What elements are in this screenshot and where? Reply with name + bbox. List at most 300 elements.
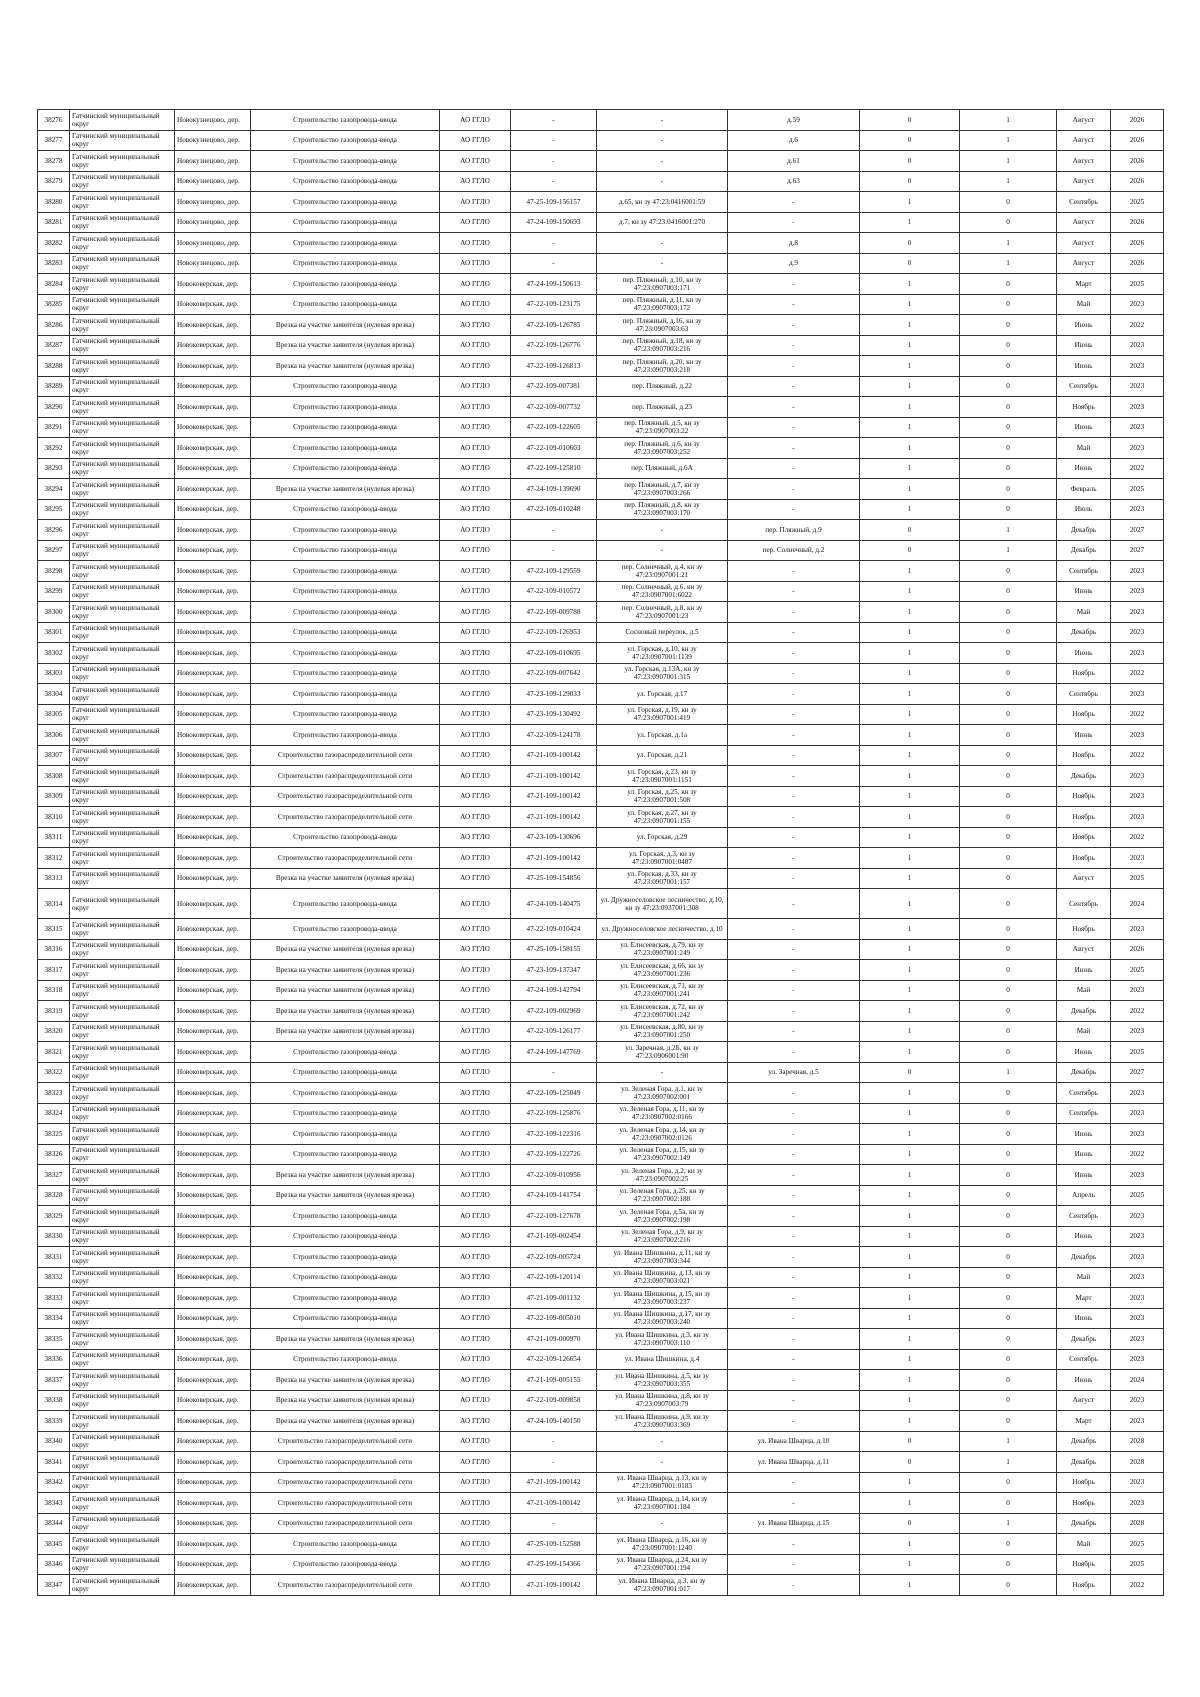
- organization-cell: АО ГГЛО: [440, 253, 511, 274]
- table-row: [38, 960, 1164, 981]
- month-cell: Май: [1057, 602, 1111, 623]
- work-type-cell: Строительство газопровода-ввода: [251, 704, 440, 725]
- year-cell: 2023: [1111, 499, 1164, 520]
- organization-cell: АО ГГЛО: [440, 1226, 511, 1247]
- row-number-cell: 38321: [38, 1042, 70, 1063]
- count-b-cell: 0: [960, 1144, 1057, 1165]
- settlement-cell: Новоковерская, дер.: [175, 1042, 251, 1063]
- month-cell: Ноябрь: [1057, 397, 1111, 418]
- year-cell: 2025: [1111, 868, 1164, 889]
- district-cell: Гатчинский муниципальный округ: [70, 417, 175, 438]
- row-number-cell: 38288: [38, 356, 70, 377]
- planned-address-cell: пер. Пляжный, д.9: [728, 520, 860, 541]
- row-number-cell: 38337: [38, 1370, 70, 1391]
- count-a-cell: 0: [860, 1062, 960, 1083]
- application-number-cell: 47-22-109-126785: [511, 315, 597, 336]
- work-type-cell: Строительство газопровода-ввода: [251, 622, 440, 643]
- row-number-cell: 38315: [38, 919, 70, 940]
- planned-address-cell: -: [728, 960, 860, 981]
- month-cell: Июль: [1057, 499, 1111, 520]
- table-row: [38, 212, 1164, 233]
- row-number-cell: 38279: [38, 171, 70, 192]
- row-number-cell: 38328: [38, 1185, 70, 1206]
- application-number-cell: 47-25-109-154856: [511, 868, 597, 889]
- table-row: [38, 1411, 1164, 1432]
- planned-address-cell: -: [728, 479, 860, 500]
- work-type-cell: Врезка на участке заявителя (нулевая врезка): [251, 1185, 440, 1206]
- settlement-cell: Новоковерская, дер.: [175, 960, 251, 981]
- work-type-cell: Строительство газопровода-ввода: [251, 684, 440, 705]
- work-type-cell: Строительство газораспределительной сети: [251, 745, 440, 766]
- table-row: [38, 1554, 1164, 1575]
- work-type-cell: Строительство газопровода-ввода: [251, 1062, 440, 1083]
- organization-cell: АО ГГЛО: [440, 1042, 511, 1063]
- application-number-cell: 47-22-109-010603: [511, 438, 597, 459]
- settlement-cell: Новоковерская, дер.: [175, 1431, 251, 1452]
- address-cadastral-cell: ул. Ивана Шварца, д.13, кн зу 47:23:0907001:0183: [597, 1472, 728, 1493]
- address-cadastral-cell: ул. Ивана Шишкина, д.3, кн зу 47:23:0907003:110: [597, 1329, 728, 1350]
- table-row: [38, 919, 1164, 940]
- settlement-cell: Новоковерская, дер.: [175, 1103, 251, 1124]
- organization-cell: АО ГГЛО: [440, 110, 511, 131]
- month-cell: Ноябрь: [1057, 663, 1111, 684]
- table-row: [38, 1165, 1164, 1186]
- district-cell: Гатчинский муниципальный округ: [70, 1185, 175, 1206]
- settlement-cell: Новокузнецово, дер.: [175, 192, 251, 213]
- organization-cell: АО ГГЛО: [440, 479, 511, 500]
- planned-address-cell: -: [728, 438, 860, 459]
- year-cell: 2023: [1111, 1206, 1164, 1227]
- count-b-cell: 0: [960, 704, 1057, 725]
- organization-cell: АО ГГЛО: [440, 1411, 511, 1432]
- address-cadastral-cell: ул. Дружноселовское лесничество, д.10: [597, 919, 728, 940]
- table-row: [38, 1144, 1164, 1165]
- year-cell: 2028: [1111, 1452, 1164, 1473]
- district-cell: Гатчинский муниципальный округ: [70, 171, 175, 192]
- address-cadastral-cell: ул. Ивана Шишкина, д.11, кн зу 47:23:0907003:344: [597, 1247, 728, 1268]
- planned-address-cell: ул. Ивана Шварца, д.15: [728, 1513, 860, 1534]
- year-cell: 2023: [1111, 1083, 1164, 1104]
- planned-address-cell: -: [728, 725, 860, 746]
- application-number-cell: 47-22-109-125049: [511, 1083, 597, 1104]
- month-cell: Ноябрь: [1057, 807, 1111, 828]
- row-number-cell: 38280: [38, 192, 70, 213]
- count-b-cell: 1: [960, 130, 1057, 151]
- district-cell: Гатчинский муниципальный округ: [70, 1534, 175, 1555]
- district-cell: Гатчинский муниципальный округ: [70, 1493, 175, 1514]
- settlement-cell: Новоковерская, дер.: [175, 643, 251, 664]
- planned-address-cell: ул. Заречная, д.5: [728, 1062, 860, 1083]
- work-type-cell: Строительство газопровода-ввода: [251, 1206, 440, 1227]
- settlement-cell: Новоковерская, дер.: [175, 827, 251, 848]
- work-type-cell: Строительство газопровода-ввода: [251, 1124, 440, 1145]
- month-cell: Август: [1057, 233, 1111, 254]
- address-cadastral-cell: д.65, кн зу 47:23:0416001:59: [597, 192, 728, 213]
- count-a-cell: 0: [860, 253, 960, 274]
- table-row: [38, 745, 1164, 766]
- application-number-cell: 47-23-109-130696: [511, 827, 597, 848]
- row-number-cell: 38284: [38, 274, 70, 295]
- count-b-cell: 0: [960, 602, 1057, 623]
- count-b-cell: 0: [960, 335, 1057, 356]
- address-cadastral-cell: пер. Пляжный, д.6А: [597, 458, 728, 479]
- table-row: [38, 848, 1164, 869]
- address-cadastral-cell: пер. Пляжный, д.5, кн зу 47:23:0907003:22: [597, 417, 728, 438]
- organization-cell: АО ГГЛО: [440, 520, 511, 541]
- row-number-cell: 38336: [38, 1349, 70, 1370]
- settlement-cell: Новоковерская, дер.: [175, 581, 251, 602]
- organization-cell: АО ГГЛО: [440, 1349, 511, 1370]
- settlement-cell: Новоковерская, дер.: [175, 540, 251, 561]
- count-b-cell: 1: [960, 1062, 1057, 1083]
- settlement-cell: Новоковерская, дер.: [175, 919, 251, 940]
- address-cadastral-cell: пер. Пляжный, д.20, кн зу 47:23:0907003:218: [597, 356, 728, 377]
- district-cell: Гатчинский муниципальный округ: [70, 520, 175, 541]
- district-cell: Гатчинский муниципальный округ: [70, 980, 175, 1001]
- year-cell: 2023: [1111, 1226, 1164, 1247]
- count-a-cell: 1: [860, 980, 960, 1001]
- month-cell: Февраль: [1057, 479, 1111, 500]
- table-row: [38, 171, 1164, 192]
- planned-address-cell: -: [728, 335, 860, 356]
- month-cell: Май: [1057, 980, 1111, 1001]
- count-b-cell: 0: [960, 1370, 1057, 1391]
- table-row: [38, 1431, 1164, 1452]
- address-cadastral-cell: пер. Пляжный, д.18, кн зу 47:23:0907003:216: [597, 335, 728, 356]
- table-row: [38, 1124, 1164, 1145]
- row-number-cell: 38309: [38, 786, 70, 807]
- row-number-cell: 38335: [38, 1329, 70, 1350]
- district-cell: Гатчинский муниципальный округ: [70, 1329, 175, 1350]
- settlement-cell: Новоковерская, дер.: [175, 1062, 251, 1083]
- application-number-cell: -: [511, 520, 597, 541]
- district-cell: Гатчинский муниципальный округ: [70, 1021, 175, 1042]
- address-cadastral-cell: -: [597, 151, 728, 172]
- planned-address-cell: -: [728, 376, 860, 397]
- year-cell: 2023: [1111, 919, 1164, 940]
- application-number-cell: -: [511, 1062, 597, 1083]
- count-b-cell: 0: [960, 1329, 1057, 1350]
- row-number-cell: 38299: [38, 581, 70, 602]
- district-cell: Гатчинский муниципальный округ: [70, 919, 175, 940]
- work-type-cell: Строительство газопровода-ввода: [251, 1534, 440, 1555]
- row-number-cell: 38327: [38, 1165, 70, 1186]
- table-row: [38, 151, 1164, 172]
- work-type-cell: Строительство газопровода-ввода: [251, 1349, 440, 1370]
- row-number-cell: 38344: [38, 1513, 70, 1534]
- address-cadastral-cell: ул. Заречная, д.2Б, кн зу 47:23:0906001:90: [597, 1042, 728, 1063]
- work-type-cell: Врезка на участке заявителя (нулевая врезка): [251, 356, 440, 377]
- planned-address-cell: -: [728, 274, 860, 295]
- application-number-cell: -: [511, 130, 597, 151]
- application-number-cell: 47-22-109-007642: [511, 663, 597, 684]
- count-a-cell: 1: [860, 704, 960, 725]
- count-a-cell: 1: [860, 1288, 960, 1309]
- month-cell: Июнь: [1057, 725, 1111, 746]
- row-number-cell: 38338: [38, 1390, 70, 1411]
- year-cell: 2023: [1111, 1267, 1164, 1288]
- row-number-cell: 38323: [38, 1083, 70, 1104]
- planned-address-cell: -: [728, 458, 860, 479]
- count-a-cell: 1: [860, 376, 960, 397]
- year-cell: 2023: [1111, 417, 1164, 438]
- count-b-cell: 1: [960, 1431, 1057, 1452]
- address-cadastral-cell: ул. Горская, д.21: [597, 745, 728, 766]
- count-a-cell: 1: [860, 1083, 960, 1104]
- application-number-cell: 47-22-109-126953: [511, 622, 597, 643]
- row-number-cell: 38283: [38, 253, 70, 274]
- planned-address-cell: д.9: [728, 253, 860, 274]
- month-cell: Декабрь: [1057, 766, 1111, 787]
- year-cell: 2022: [1111, 1144, 1164, 1165]
- district-cell: Гатчинский муниципальный округ: [70, 1472, 175, 1493]
- month-cell: Сентябрь: [1057, 192, 1111, 213]
- count-b-cell: 1: [960, 1452, 1057, 1473]
- count-b-cell: 0: [960, 581, 1057, 602]
- count-a-cell: 1: [860, 889, 960, 919]
- count-b-cell: 0: [960, 561, 1057, 582]
- table-row: [38, 868, 1164, 889]
- application-number-cell: 47-21-109-002454: [511, 1226, 597, 1247]
- row-number-cell: 38340: [38, 1431, 70, 1452]
- application-number-cell: 47-22-109-123175: [511, 294, 597, 315]
- row-number-cell: 38303: [38, 663, 70, 684]
- address-cadastral-cell: ул. Горская, д.29: [597, 827, 728, 848]
- planned-address-cell: -: [728, 1554, 860, 1575]
- planned-address-cell: -: [728, 1144, 860, 1165]
- address-cadastral-cell: пер. Пляжный, д.16, кн зу 47:23:0907003:63: [597, 315, 728, 336]
- settlement-cell: Новоковерская, дер.: [175, 980, 251, 1001]
- settlement-cell: Новоковерская, дер.: [175, 1165, 251, 1186]
- year-cell: 2022: [1111, 1575, 1164, 1596]
- settlement-cell: Новокузнецово, дер.: [175, 130, 251, 151]
- count-a-cell: 1: [860, 868, 960, 889]
- application-number-cell: 47-22-109-126813: [511, 356, 597, 377]
- district-cell: Гатчинский муниципальный округ: [70, 561, 175, 582]
- count-b-cell: 0: [960, 417, 1057, 438]
- count-b-cell: 0: [960, 212, 1057, 233]
- application-number-cell: -: [511, 151, 597, 172]
- district-cell: Гатчинский муниципальный округ: [70, 1513, 175, 1534]
- address-cadastral-cell: ул. Горская, д.17: [597, 684, 728, 705]
- table-row: [38, 643, 1164, 664]
- row-number-cell: 38346: [38, 1554, 70, 1575]
- work-type-cell: Строительство газопровода-ввода: [251, 171, 440, 192]
- organization-cell: АО ГГЛО: [440, 766, 511, 787]
- month-cell: Март: [1057, 1411, 1111, 1432]
- month-cell: Декабрь: [1057, 1001, 1111, 1022]
- district-cell: Гатчинский муниципальный округ: [70, 315, 175, 336]
- year-cell: 2023: [1111, 397, 1164, 418]
- table-row: [38, 786, 1164, 807]
- settlement-cell: Новоковерская, дер.: [175, 1575, 251, 1596]
- organization-cell: АО ГГЛО: [440, 1554, 511, 1575]
- address-cadastral-cell: пер. Пляжный, д.23: [597, 397, 728, 418]
- settlement-cell: Новокузнецово, дер.: [175, 151, 251, 172]
- gasification-schedule-table: [37, 109, 1164, 1596]
- planned-address-cell: -: [728, 1247, 860, 1268]
- settlement-cell: Новоковерская, дер.: [175, 1001, 251, 1022]
- month-cell: Сентябрь: [1057, 561, 1111, 582]
- organization-cell: АО ГГЛО: [440, 233, 511, 254]
- address-cadastral-cell: ул. Елисеевская, д.71, кн зу 47:23:0907001:241: [597, 980, 728, 1001]
- settlement-cell: Новоковерская, дер.: [175, 294, 251, 315]
- organization-cell: АО ГГЛО: [440, 212, 511, 233]
- row-number-cell: 38298: [38, 561, 70, 582]
- row-number-cell: 38302: [38, 643, 70, 664]
- year-cell: 2023: [1111, 561, 1164, 582]
- address-cadastral-cell: пер. Солнечный, д.8, кн зу 47:23:0907001:23: [597, 602, 728, 623]
- application-number-cell: 47-22-109-129559: [511, 561, 597, 582]
- application-number-cell: 47-21-109-100142: [511, 1472, 597, 1493]
- work-type-cell: Строительство газопровода-ввода: [251, 438, 440, 459]
- planned-address-cell: -: [728, 622, 860, 643]
- district-cell: Гатчинский муниципальный округ: [70, 581, 175, 602]
- settlement-cell: Новоковерская, дер.: [175, 1083, 251, 1104]
- row-number-cell: 38289: [38, 376, 70, 397]
- count-a-cell: 1: [860, 1103, 960, 1124]
- settlement-cell: Новоковерская, дер.: [175, 274, 251, 295]
- organization-cell: АО ГГЛО: [440, 561, 511, 582]
- address-cadastral-cell: ул. Горская, д.19, кн зу 47:23:0907001:419: [597, 704, 728, 725]
- row-number-cell: 38332: [38, 1267, 70, 1288]
- planned-address-cell: -: [728, 1021, 860, 1042]
- work-type-cell: Строительство газопровода-ввода: [251, 499, 440, 520]
- count-b-cell: 1: [960, 171, 1057, 192]
- month-cell: Ноябрь: [1057, 704, 1111, 725]
- work-type-cell: Строительство газопровода-ввода: [251, 1308, 440, 1329]
- month-cell: Август: [1057, 130, 1111, 151]
- organization-cell: АО ГГЛО: [440, 1124, 511, 1145]
- organization-cell: АО ГГЛО: [440, 581, 511, 602]
- month-cell: Ноябрь: [1057, 827, 1111, 848]
- work-type-cell: Врезка на участке заявителя (нулевая врезка): [251, 1001, 440, 1022]
- work-type-cell: Строительство газопровода-ввода: [251, 212, 440, 233]
- settlement-cell: Новоковерская, дер.: [175, 848, 251, 869]
- organization-cell: АО ГГЛО: [440, 1083, 511, 1104]
- year-cell: 2025: [1111, 1554, 1164, 1575]
- organization-cell: АО ГГЛО: [440, 622, 511, 643]
- district-cell: Гатчинский муниципальный округ: [70, 1390, 175, 1411]
- count-a-cell: 1: [860, 602, 960, 623]
- count-a-cell: 0: [860, 1452, 960, 1473]
- count-a-cell: 1: [860, 1472, 960, 1493]
- year-cell: 2023: [1111, 1165, 1164, 1186]
- district-cell: Гатчинский муниципальный округ: [70, 438, 175, 459]
- row-number-cell: 38292: [38, 438, 70, 459]
- year-cell: 2026: [1111, 151, 1164, 172]
- settlement-cell: Новоковерская, дер.: [175, 1124, 251, 1145]
- table-row: [38, 766, 1164, 787]
- work-type-cell: Врезка на участке заявителя (нулевая врезка): [251, 1370, 440, 1391]
- planned-address-cell: -: [728, 212, 860, 233]
- count-b-cell: 0: [960, 1288, 1057, 1309]
- year-cell: 2026: [1111, 253, 1164, 274]
- table-row: [38, 130, 1164, 151]
- settlement-cell: Новоковерская, дер.: [175, 663, 251, 684]
- count-a-cell: 1: [860, 1554, 960, 1575]
- count-b-cell: 0: [960, 1021, 1057, 1042]
- table-row: [38, 1042, 1164, 1063]
- district-cell: Гатчинский муниципальный округ: [70, 1308, 175, 1329]
- settlement-cell: Новокузнецово, дер.: [175, 212, 251, 233]
- settlement-cell: Новоковерская, дер.: [175, 1021, 251, 1042]
- application-number-cell: -: [511, 253, 597, 274]
- count-a-cell: 0: [860, 233, 960, 254]
- row-number-cell: 38342: [38, 1472, 70, 1493]
- address-cadastral-cell: ул. Ивана Шишкина, д.4: [597, 1349, 728, 1370]
- district-cell: Гатчинский муниципальный округ: [70, 294, 175, 315]
- organization-cell: АО ГГЛО: [440, 1103, 511, 1124]
- month-cell: Июнь: [1057, 1124, 1111, 1145]
- application-number-cell: 47-21-109-001132: [511, 1288, 597, 1309]
- row-number-cell: 38295: [38, 499, 70, 520]
- application-number-cell: 47-22-109-002969: [511, 1001, 597, 1022]
- row-number-cell: 38297: [38, 540, 70, 561]
- table-row: [38, 622, 1164, 643]
- year-cell: 2027: [1111, 520, 1164, 541]
- district-cell: Гатчинский муниципальный округ: [70, 1452, 175, 1473]
- count-b-cell: 0: [960, 766, 1057, 787]
- year-cell: 2023: [1111, 438, 1164, 459]
- month-cell: Май: [1057, 1021, 1111, 1042]
- row-number-cell: 38339: [38, 1411, 70, 1432]
- application-number-cell: -: [511, 1431, 597, 1452]
- application-number-cell: 47-22-109-125810: [511, 458, 597, 479]
- planned-address-cell: -: [728, 1370, 860, 1391]
- organization-cell: АО ГГЛО: [440, 130, 511, 151]
- month-cell: Июнь: [1057, 356, 1111, 377]
- application-number-cell: 47-22-109-126177: [511, 1021, 597, 1042]
- row-number-cell: 38334: [38, 1308, 70, 1329]
- year-cell: 2022: [1111, 745, 1164, 766]
- planned-address-cell: -: [728, 417, 860, 438]
- work-type-cell: Строительство газопровода-ввода: [251, 663, 440, 684]
- row-number-cell: 38278: [38, 151, 70, 172]
- organization-cell: АО ГГЛО: [440, 1165, 511, 1186]
- address-cadastral-cell: д.7, кн зу 47:23:0416001:270: [597, 212, 728, 233]
- application-number-cell: 47-22-109-010248: [511, 499, 597, 520]
- address-cadastral-cell: ул. Горская, д.33, кн зу 47:23:0907001:157: [597, 868, 728, 889]
- table-row: [38, 827, 1164, 848]
- settlement-cell: Новоковерская, дер.: [175, 1247, 251, 1268]
- table-row: [38, 663, 1164, 684]
- planned-address-cell: -: [728, 581, 860, 602]
- count-a-cell: 1: [860, 417, 960, 438]
- month-cell: Ноябрь: [1057, 1493, 1111, 1514]
- application-number-cell: 47-21-109-100142: [511, 745, 597, 766]
- table-row: [38, 939, 1164, 960]
- count-a-cell: 1: [860, 919, 960, 940]
- row-number-cell: 38343: [38, 1493, 70, 1514]
- count-b-cell: 0: [960, 1349, 1057, 1370]
- count-a-cell: 1: [860, 315, 960, 336]
- month-cell: Март: [1057, 1288, 1111, 1309]
- month-cell: Ноябрь: [1057, 919, 1111, 940]
- table-row: [38, 233, 1164, 254]
- work-type-cell: Строительство газопровода-ввода: [251, 1144, 440, 1165]
- count-a-cell: 1: [860, 499, 960, 520]
- district-cell: Гатчинский муниципальный округ: [70, 110, 175, 131]
- planned-address-cell: -: [728, 1349, 860, 1370]
- address-cadastral-cell: ул. Ивана Шварца, д.24, кн зу 47:23:0907001:194: [597, 1554, 728, 1575]
- count-a-cell: 1: [860, 274, 960, 295]
- work-type-cell: Строительство газопровода-ввода: [251, 192, 440, 213]
- count-b-cell: 1: [960, 520, 1057, 541]
- count-a-cell: 0: [860, 540, 960, 561]
- month-cell: Август: [1057, 1390, 1111, 1411]
- settlement-cell: Новоковерская, дер.: [175, 602, 251, 623]
